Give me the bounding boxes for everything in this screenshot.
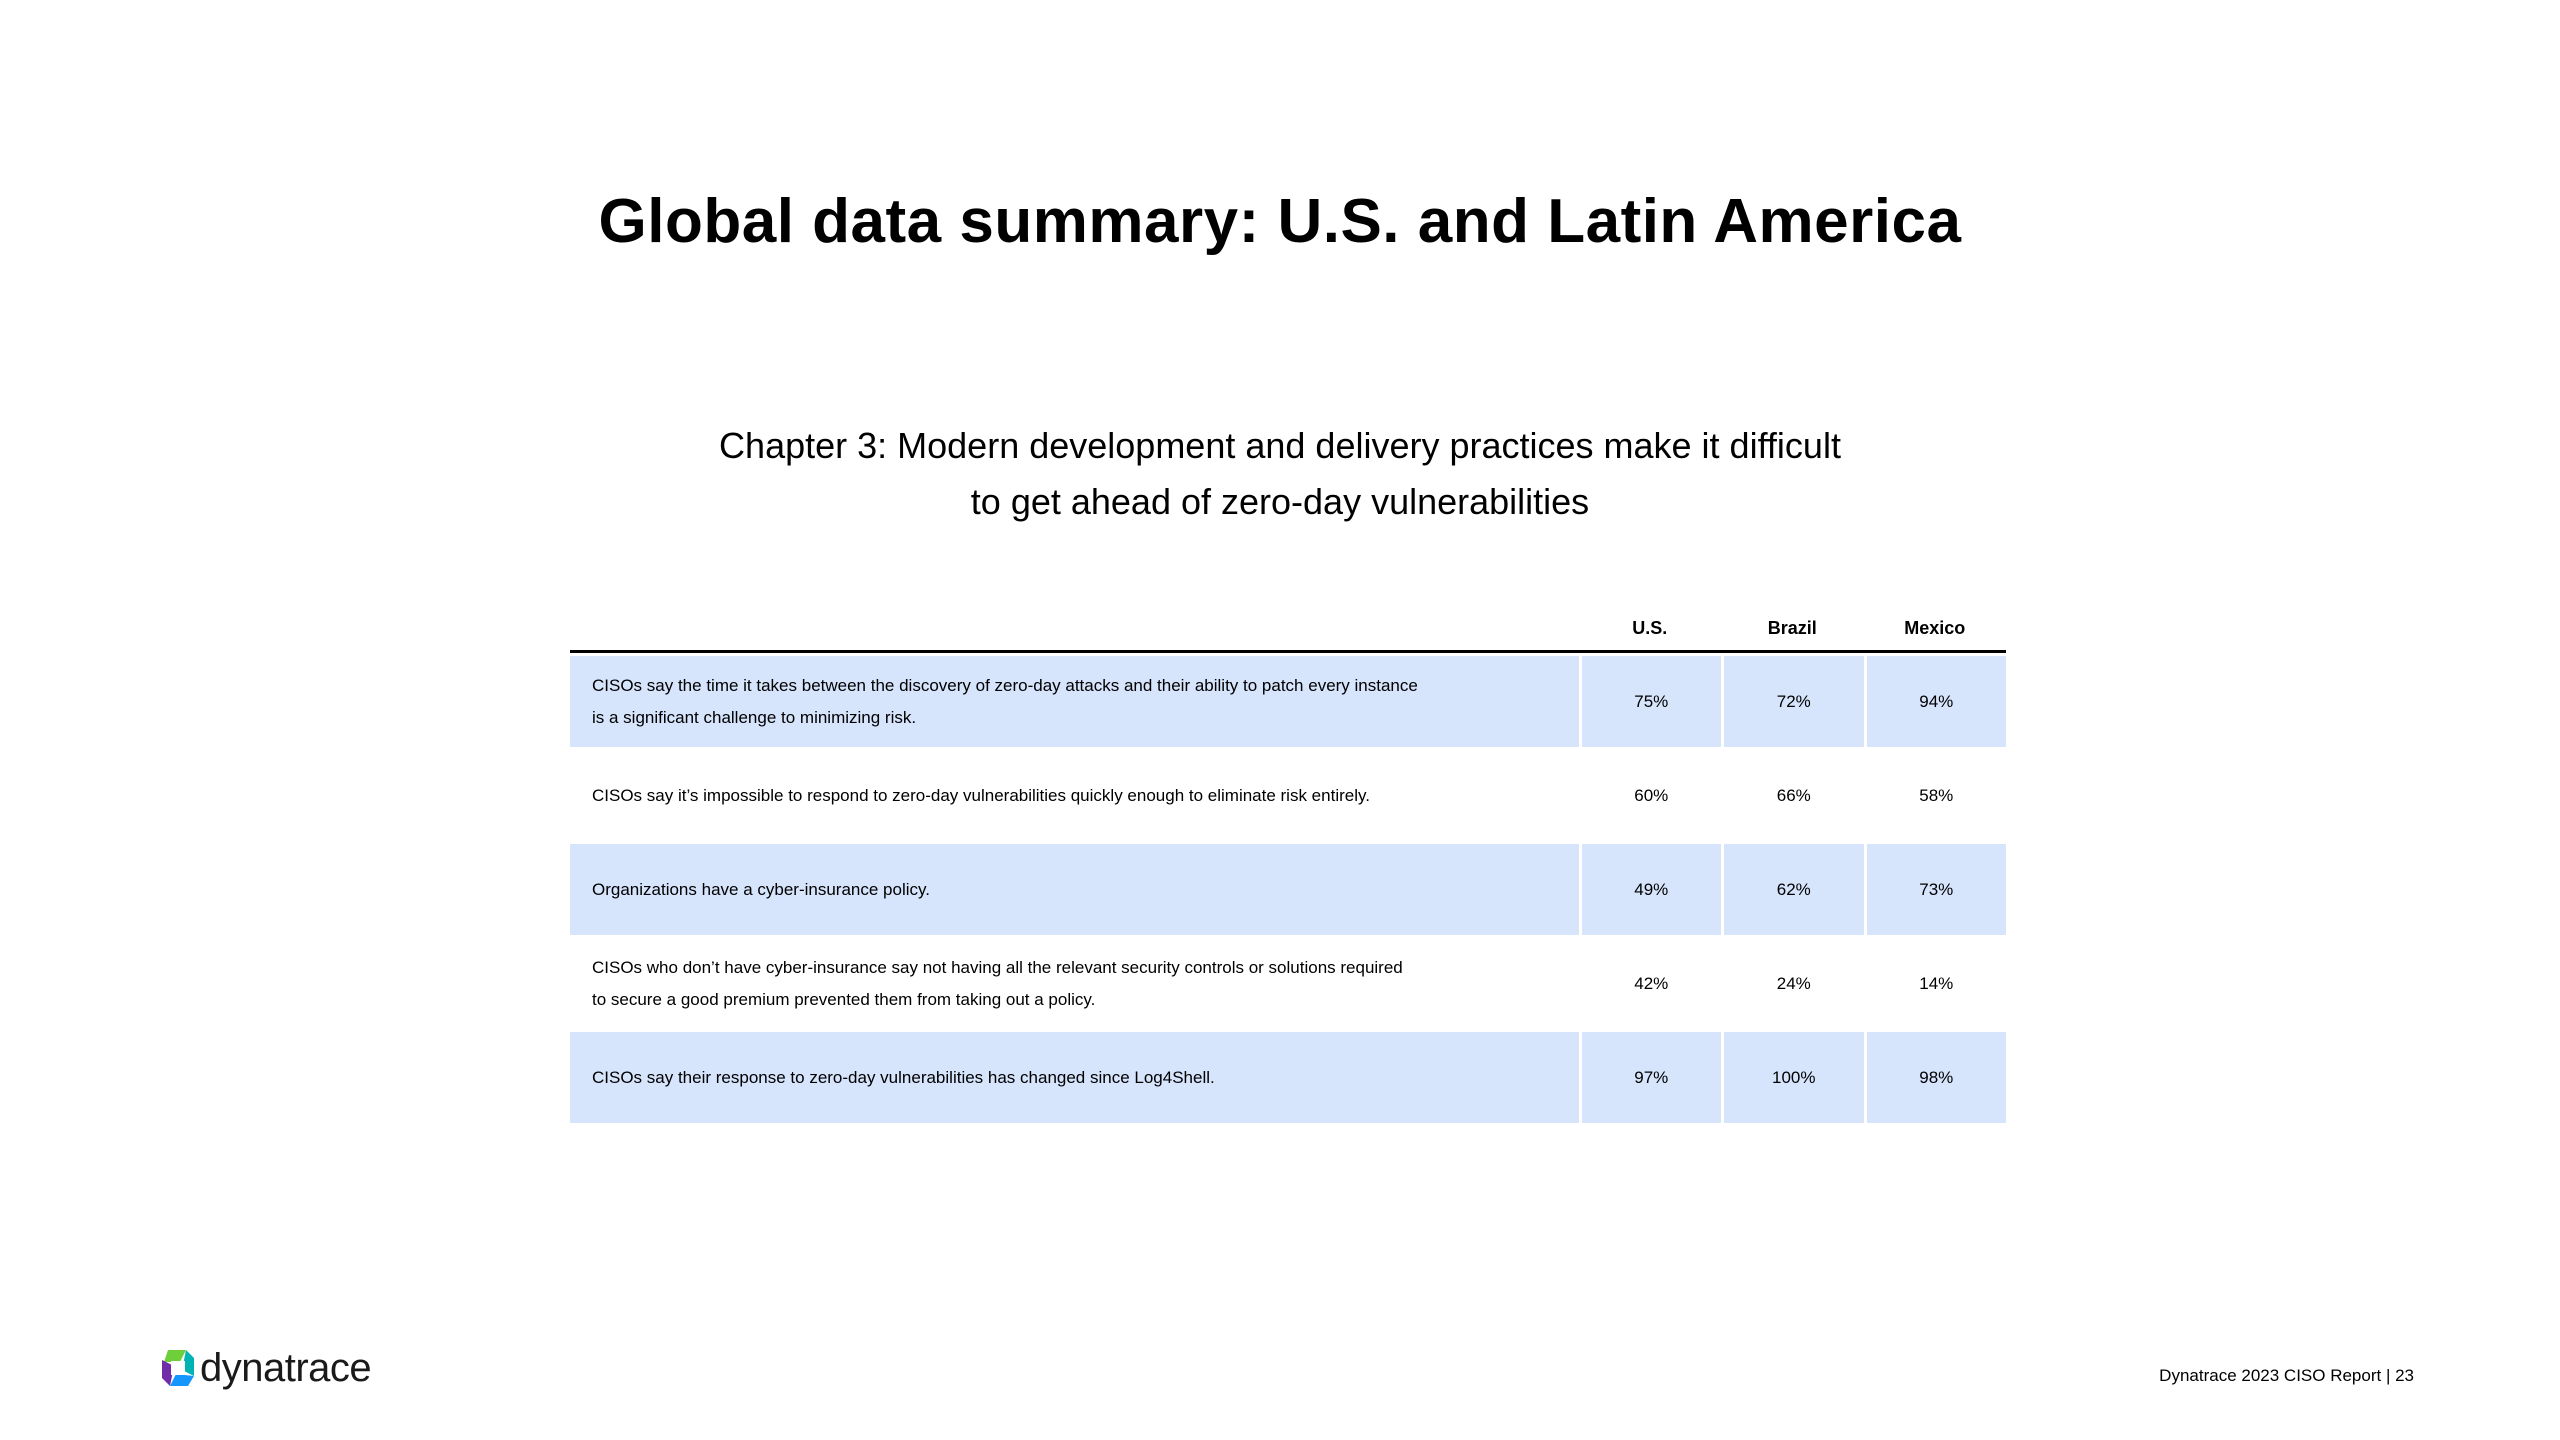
statement-line: is a significant challenge to minimizing risk. [592, 707, 917, 727]
statement-line: CISOs say the time it takes between the discovery of zero-day attacks and their ability to patch every instance [592, 675, 1418, 695]
statement-cell [570, 1029, 1579, 1123]
value-us: 60% [1579, 747, 1721, 841]
statement-cell [570, 935, 1579, 1029]
value-brazil: 24% [1721, 935, 1863, 1029]
chapter-title-line-2: to get ahead of zero-day vulnerabilities [970, 481, 1590, 522]
statement-line: CISOs who don’t have cyber-insurance say not having all the relevant security controls or solutions required [592, 957, 1403, 977]
chapter-title [580, 418, 1980, 530]
logo-shape-green [164, 1350, 186, 1362]
value-brazil: 100% [1721, 1029, 1863, 1123]
dynatrace-logo-icon [158, 1348, 198, 1388]
value-mexico: 73% [1864, 841, 2007, 935]
statement-cell [570, 747, 1579, 841]
value-us: 49% [1579, 841, 1721, 935]
value-mexico: 94% [1864, 653, 2007, 747]
value-us: 42% [1579, 935, 1721, 1029]
statement-line: CISOs say their response to zero-day vulnerabilities has changed since Log4Shell. [592, 1067, 1215, 1087]
table-row [570, 935, 2006, 1029]
value-brazil: 72% [1721, 653, 1863, 747]
column-header-mexico: Mexico [1864, 606, 2007, 653]
value-us: 75% [1579, 653, 1721, 747]
logo-shape-blue [170, 1374, 194, 1386]
value-mexico: 98% [1864, 1029, 2007, 1123]
column-header-brazil: Brazil [1721, 606, 1863, 653]
logo-wordmark: dynatrace [200, 1345, 372, 1390]
table-row [570, 841, 2006, 935]
value-us: 97% [1579, 1029, 1721, 1123]
statement-cell [570, 653, 1579, 747]
table-row [570, 653, 2006, 747]
dynatrace-logo [158, 1346, 371, 1390]
page-title: Global data summary: U.S. and Latin America [598, 187, 1962, 256]
statement-line: Organizations have a cyber-insurance policy. [592, 879, 930, 899]
column-header-us: U.S. [1579, 606, 1721, 653]
value-mexico: 58% [1864, 747, 2007, 841]
logo-center [171, 1361, 185, 1375]
value-brazil: 66% [1721, 747, 1863, 841]
column-header-statement [570, 606, 1579, 653]
statement-cell [570, 841, 1579, 935]
chapter-title-line-1: Chapter 3: Modern development and delivery practices make it difficult [719, 425, 1841, 466]
summary-table [570, 606, 2006, 1123]
report-footer: Dynatrace 2023 CISO Report | 23 [2159, 1366, 2414, 1385]
table-row [570, 747, 2006, 841]
value-mexico: 14% [1864, 935, 2007, 1029]
table-header-row [570, 606, 2006, 653]
table-row [570, 1029, 2006, 1123]
statement-line: to secure a good premium prevented them from taking out a policy. [592, 989, 1096, 1009]
statement-line: CISOs say it’s impossible to respond to zero-day vulnerabilities quickly enough to eliminate risk entirely. [592, 785, 1370, 805]
value-brazil: 62% [1721, 841, 1863, 935]
